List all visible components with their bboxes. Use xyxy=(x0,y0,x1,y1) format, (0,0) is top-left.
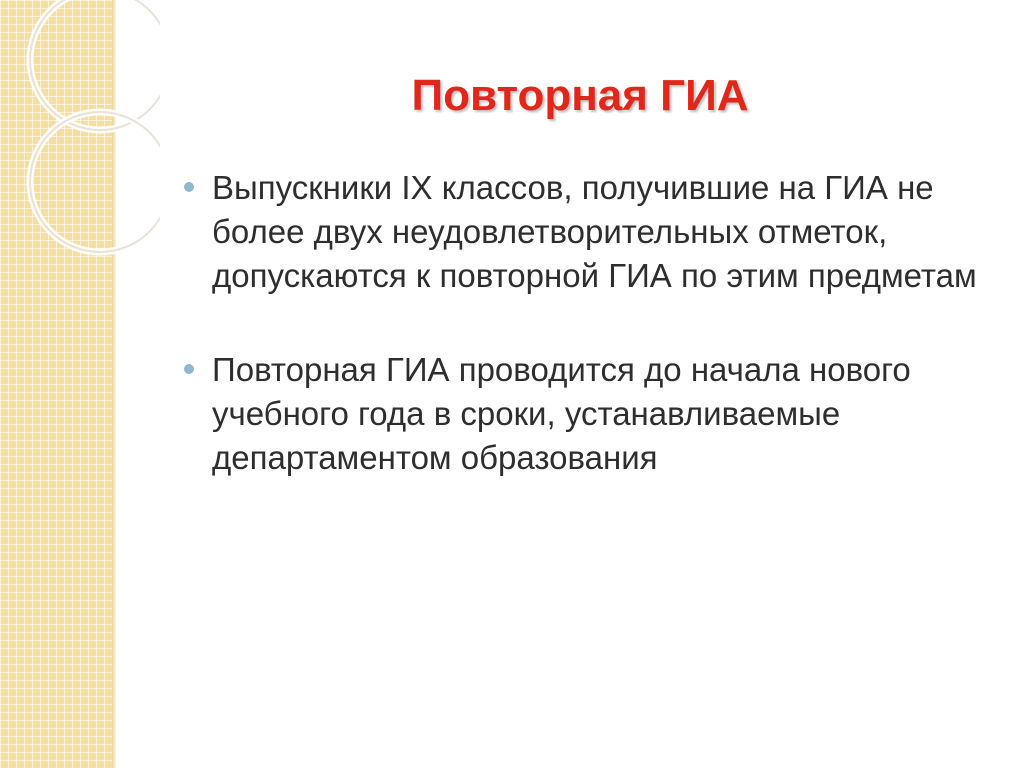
list-item-text: Выпускники IX классов, получившие на ГИА не более двух неудовлетворительных отметок, допускаются к повторной ГИА по этим предметам xyxy=(212,169,977,294)
list-item xyxy=(180,166,990,298)
list-item-text: Повторная ГИА проводится до начала нового учебного года в сроки, устанавливаемые департаментом образования xyxy=(212,351,911,476)
bullet-list xyxy=(180,166,990,480)
bullet-icon xyxy=(184,182,194,192)
decorative-rings-icon xyxy=(0,0,160,260)
bullet-icon xyxy=(184,364,194,374)
slide-title: Повторная ГИА xyxy=(411,71,749,120)
list-item xyxy=(180,348,990,480)
